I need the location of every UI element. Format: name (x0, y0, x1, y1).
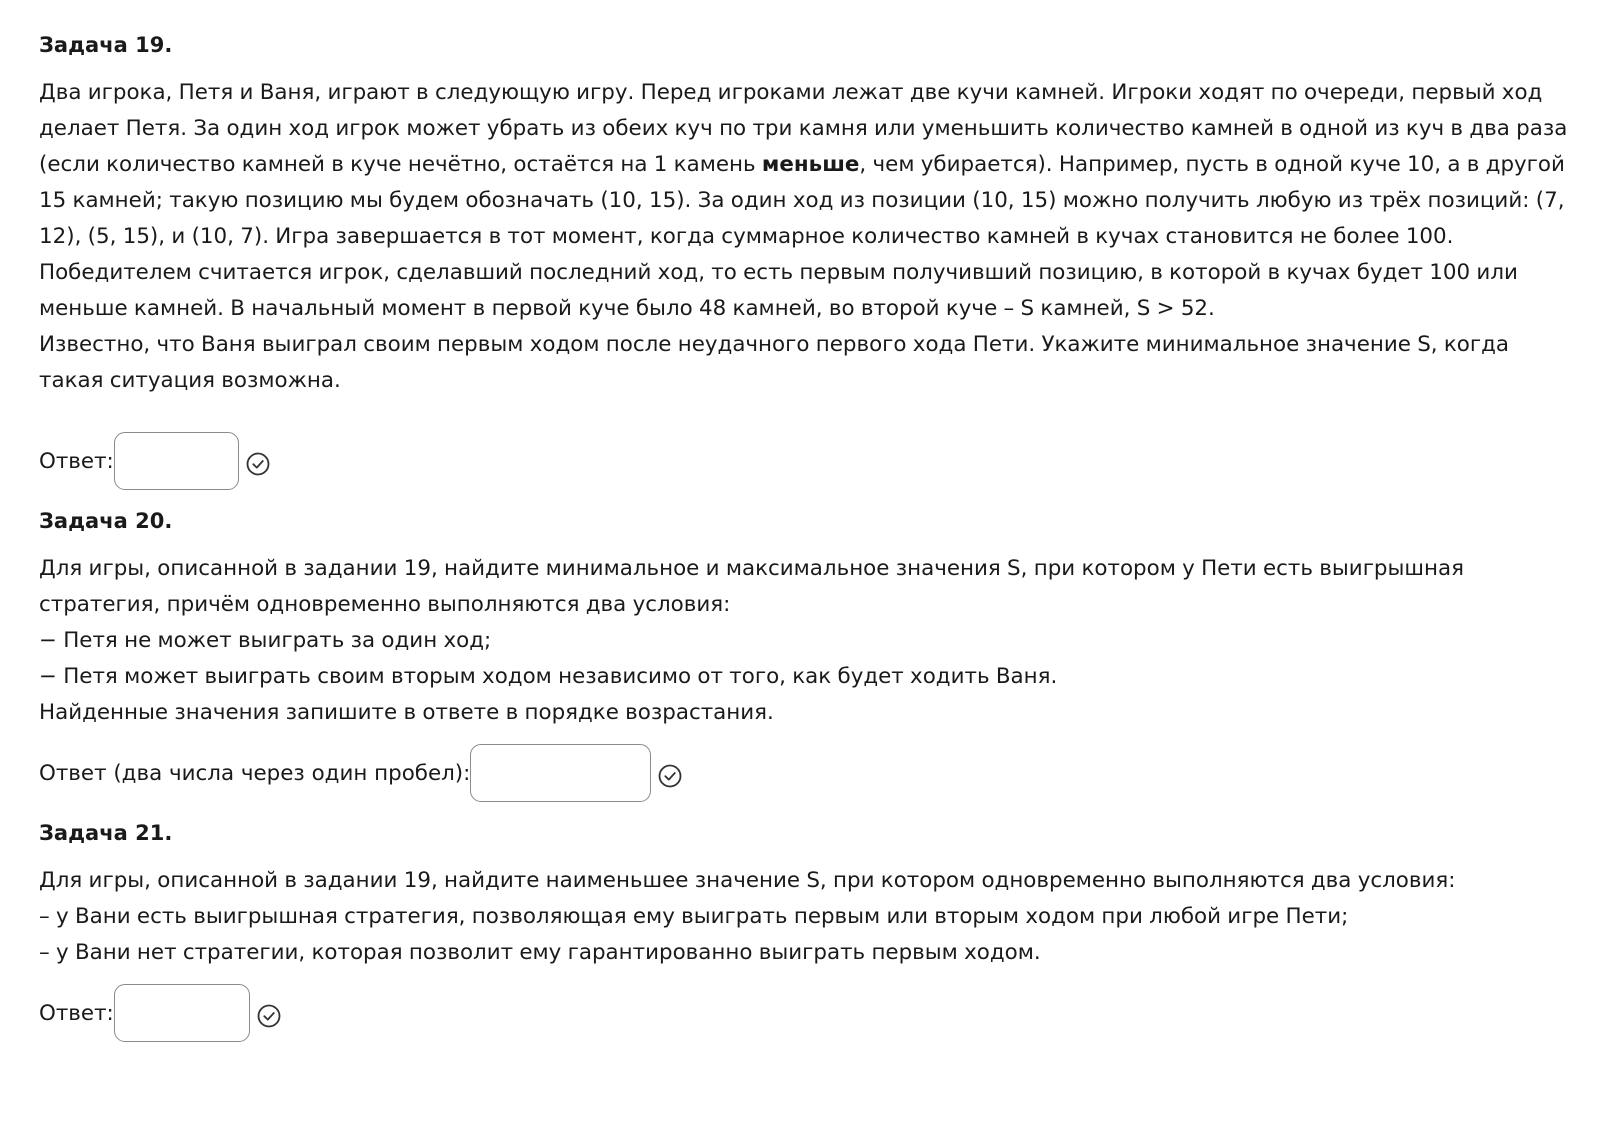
task-19-text (39, 75, 1569, 399)
task-19-answer-row (39, 431, 1600, 491)
task-19-bold-word: меньше (761, 152, 860, 177)
task-21-answer-input[interactable] (114, 984, 250, 1042)
task-21-intro: Для игры, описанной в задании 19, найдите наименьшее значение S, при котором одновременно выполняются два условия: (39, 868, 1456, 893)
task-21-title: Задача 21. (39, 821, 173, 845)
task-20-answer-input[interactable] (470, 744, 651, 802)
task-20-condition-1: − Петя не может выиграть за один ход; (39, 628, 492, 653)
task-20-answer-label: Ответ (два числа через один пробел): (39, 760, 471, 786)
check-circle-icon[interactable] (245, 451, 271, 477)
task-21 (39, 815, 1600, 1043)
task-19 (39, 27, 1600, 491)
task-20-condition-2: − Петя может выиграть своим вторым ходом независимо от того, как будет ходить Ваня. (39, 664, 1058, 689)
task-21-text (39, 863, 1569, 971)
task-19-text-part-1: Два игрока, Петя и Ваня, играют в следующую игру. Перед игроками лежат две кучи камней. Игроки ходят по очереди, первый ход делает Петя. За один ход игрок может убрать из обеих куч по три камня или уменьшить количество камней в одной из куч в два раза (если количество камней в куче нечётно, остаётся на 1 камень (39, 80, 1568, 177)
task-21-condition-1: – у Вани есть выигрышная стратегия, позволяющая ему выиграть первым или вторым ходом при любой игре Пети; (39, 904, 1349, 929)
task-19-answer-input[interactable] (114, 432, 239, 490)
task-20-intro: Для игры, описанной в задании 19, найдите минимальное и максимальное значения S, при котором у Пети есть выигрышная стратегия, причём одновременно выполняются два условия: (39, 556, 1464, 617)
task-20-title: Задача 20. (39, 509, 173, 533)
task-20-text (39, 551, 1569, 731)
task-21-answer-row (39, 983, 1600, 1043)
task-19-question: Известно, что Ваня выиграл своим первым ходом после неудачного первого хода Пети. Укажите минимальное значение S, когда такая ситуация возможна. (39, 332, 1510, 393)
task-20-note: Найденные значения запишите в ответе в порядке возрастания. (39, 700, 774, 725)
check-circle-icon[interactable] (256, 1003, 282, 1029)
task-19-text-part-2: , чем убирается). Например, пусть в одной куче 10, а в другой 15 камней; такую позицию мы будем обозначать (10, 15). За один ход из позиции (10, 15) можно получить любую из трёх позиций: (7, 12), (5, 15), и (10, 7). Игра завершается в тот момент, когда суммарное количество камней в кучах становится не более 100. Победителем считается игрок, сделавший последний ход, то есть первым получивший позицию, в которой в кучах будет 100 или меньше камней. В начальный момент в первой куче было 48 камней, во второй куче – S камней, S > 52. (39, 152, 1565, 321)
task-19-title: Задача 19. (39, 33, 173, 57)
task-20 (39, 503, 1600, 803)
task-20-answer-row (39, 743, 1600, 803)
task-19-statement (39, 75, 1569, 327)
task-21-answer-label: Ответ: (39, 1000, 114, 1026)
task-21-condition-2: – у Вани нет стратегии, которая позволит ему гарантированно выиграть первым ходом. (39, 940, 1041, 965)
task-19-answer-label: Ответ: (39, 448, 114, 474)
check-circle-icon[interactable] (657, 763, 683, 789)
